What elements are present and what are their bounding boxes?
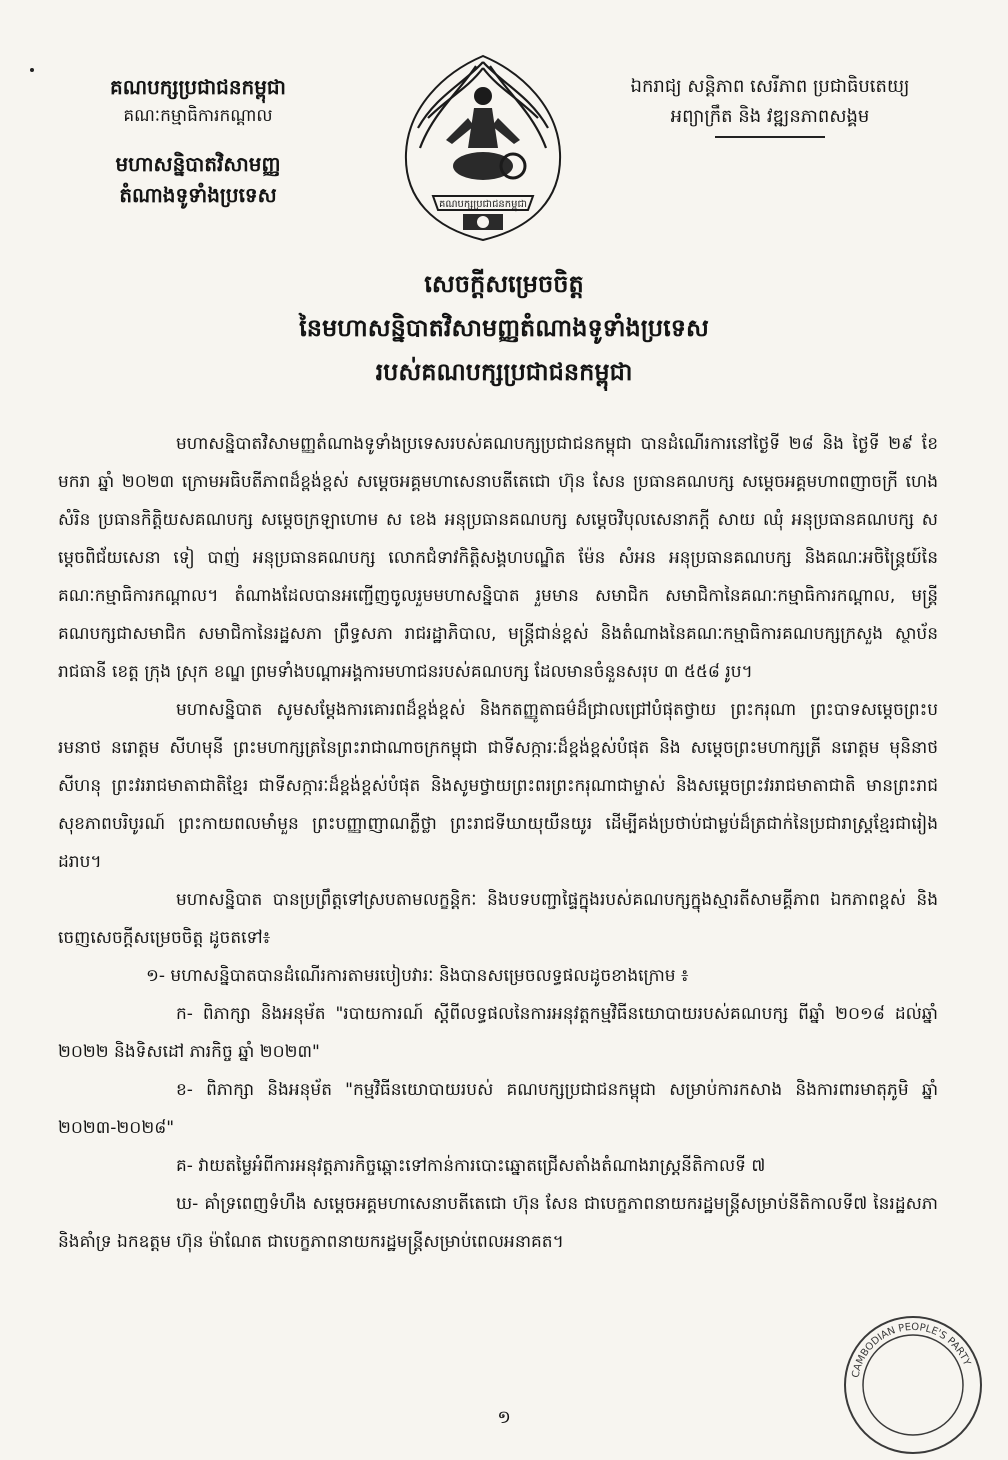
resolution-item-ko: គ- វាយតម្លៃអំពីការអនុវត្តភារកិច្ចឆ្ពោះទៅកាន់ការបោះឆ្នោតជ្រើសតាំងតំណាងរាស្ត្រនីតិកាលទី ៧: [176, 1156, 766, 1176]
committee-name: គណៈកម្មាធិការកណ្តាល: [123, 106, 273, 126]
paragraph-opening: មហាសន្និបាតវិសាមញ្ញតំណាងទូទាំងប្រទេសរបស់គណបក្សប្រជាជនកម្ពុជា បានដំណើរការនៅថ្ងៃទី ២៨ និង ថ្ងៃទី ២៩ ខែមករា ឆ្នាំ ២០២៣ ក្រោមអធិបតីភាពដ៏ខ្ពង់ខ្ពស់ សម្តេចអគ្គមហាសេនាបតីតេជោ ហ៊ុន សែន ប្រធានគណបក្ស សម្តេចអគ្គមហាពញាចក្រី ហេង សំរិន ប្រធានកិត្តិយសគណបក្ស សម្តេចក្រឡាហោម ស ខេង អនុប្រធានគណបក្ស សម្តេចវិបុលសេនាភក្តី សាយ ឈុំ អនុប្រធានគណបក្ស សម្តេចពិជ័យសេនា ទៀ បាញ់ អនុប្រធានគណបក្ស លោកជំទាវកិត្តិសង្គហបណ្ឌិត ម៉ែន សំអន អនុប្រធានគណបក្ស និងគណៈអចិន្ត្រៃយ៍នៃគណៈកម្មាធិការកណ្តាល។ តំណាងដែលបានអញ្ជើញចូលរួមមហាសន្និបាត រួមមាន សមាជិក សមាជិកានៃគណៈកម្មាធិការកណ្តាល, មន្ត្រីគណបក្សជាសមាជិក សមាជិកានៃរដ្ឋសភា ព្រឹទ្ធសភា រាជរដ្ឋាភិបាល, មន្ត្រីជាន់ខ្ពស់ និងតំណាងនៃគណៈកម្មាធិការគណបក្សក្រសួង ស្ថាប័ន រាជធានី ខេត្ត ក្រុង ស្រុក ខណ្ឌ ព្រមទាំងបណ្តាអង្គការមហាជនរបស់គណបក្ស ដែលមានចំនួនសរុប ៣ ៥៥៨ រូប។: [58, 434, 938, 682]
resolution-item-1: ១- មហាសន្និបាតបានដំណើរការតាមរបៀបវារៈ និងបានសម្រេចលទ្ធផលដូចខាងក្រោម ៖: [146, 966, 689, 986]
congress-name: មហាសន្និបាតវិសាមញ្ញ: [115, 152, 281, 176]
resolution-item-kho: ឃ- គាំទ្រពេញទំហឹង សម្តេចអគ្គមហាសេនាបតីតេជោ ហ៊ុន សែន ជាបេក្ខភាពនាយករដ្ឋមន្ត្រីសម្រាប់នីតិកាលទី៧ នៃរដ្ឋសភា និងគាំទ្រ ឯកឧត្តម ហ៊ុន ម៉ាណែត ជាបេក្ខភាពនាយករដ្ឋមន្ត្រីសម្រាប់ពេលអនាគត។: [58, 1194, 938, 1252]
party-logo: [388, 48, 578, 248]
resolution-item-kha: ខ- ពិភាក្សា និងអនុម័ត "កម្មវិធីនយោបាយរបស់ គណបក្សប្រជាជនកម្ពុជា សម្រាប់ការកសាង និងការពារមាតុភូមិ ឆ្នាំ ២០២៣-២០២៨": [58, 1080, 938, 1138]
document-title: [150, 262, 858, 394]
scan-speck: [30, 68, 34, 72]
logo-text: គណបក្សប្រជាជនកម្ពុជា: [439, 199, 527, 210]
motto-line-1: ឯករាជ្យ សន្តិភាព សេរីភាព ប្រជាធិបតេយ្យ: [630, 76, 910, 97]
title-line-3: របស់គណបក្សប្រជាជនកម្ពុជា: [375, 358, 633, 386]
party-name: គណបក្សប្រជាជនកម្ពុជា: [110, 75, 286, 99]
motto-underline: [715, 136, 825, 138]
paragraph-proceedings: មហាសន្និបាត បានប្រព្រឹត្តទៅស្របតាមលក្ខន្តិកៈ និងបទបញ្ជាផ្ទៃក្នុងរបស់គណបក្សក្នុងស្មារតីសាមគ្គីភាព ឯកភាពខ្ពស់ និងចេញសេចក្តីសម្រេចចិត្ត ដូចតទៅ៖: [58, 890, 938, 948]
issuer-header: [48, 72, 348, 210]
resolution-item-ka: ក- ពិភាក្សា និងអនុម័ត "របាយការណ៍ ស្តីពីលទ្ធផលនៃការអនុវត្តកម្មវិធីនយោបាយរបស់គណបក្ស ពីឆ្នាំ ២០១៨ ដល់ឆ្នាំ ២០២២ និងទិសដៅ ភារកិច្ច ឆ្នាំ ២០២៣": [58, 1004, 938, 1062]
title-line-2: នៃមហាសន្និបាតវិសាមញ្ញតំណាងទូទាំងប្រទេស: [299, 314, 709, 342]
seal-text: CAMBODIAN PEOPLE'S PARTY: [850, 1321, 973, 1379]
motto-line-2: អព្យាក្រឹត និង វឌ្ឍនភាពសង្គម: [670, 106, 870, 127]
page-number: ១: [497, 1407, 511, 1428]
party-seal-stamp: [838, 1310, 988, 1460]
paragraph-homage: មហាសន្និបាត សូមសម្តែងការគោរពដ៏ខ្ពង់ខ្ពស់ និងកតញ្ញូតាធម៌ដ៏ជ្រាលជ្រៅបំផុតថ្វាយ ព្រះករុណា ព្រះបាទសម្តេចព្រះបរមនាថ នរោត្តម សីហមុនី ព្រះមហាក្សត្រនៃព្រះរាជាណាចក្រកម្ពុជា ជាទីសក្ការៈដ៏ខ្ពង់ខ្ពស់បំផុត និង សម្តេចព្រះមហាក្សត្រី នរោត្តម មុនិនាថ សីហនុ ព្រះវររាជមាតាជាតិខ្មែរ ជាទីសក្ការៈដ៏ខ្ពង់ខ្ពស់បំផុត និងសូមថ្វាយព្រះពរព្រះករុណាជាម្ចាស់ និងសម្តេចព្រះវររាជមាតាជាតិ មានព្រះរាជសុខភាពបរិបូរណ៍ ព្រះកាយពលមាំមួន ព្រះបញ្ញាញាណភ្លឺថ្លា ព្រះរាជទីឃាយុយឺនយូរ ដើម្បីគង់ប្រថាប់ជាម្លប់ដ៏ត្រជាក់នៃប្រជារាស្ត្រខ្មែរជារៀងដរាប។: [58, 700, 938, 872]
national-motto: [590, 72, 950, 138]
document-body: [58, 425, 938, 1261]
title-line-1: សេចក្តីសម្រេចចិត្ត: [424, 270, 584, 298]
congress-scope: តំណាងទូទាំងប្រទេស: [119, 183, 277, 207]
